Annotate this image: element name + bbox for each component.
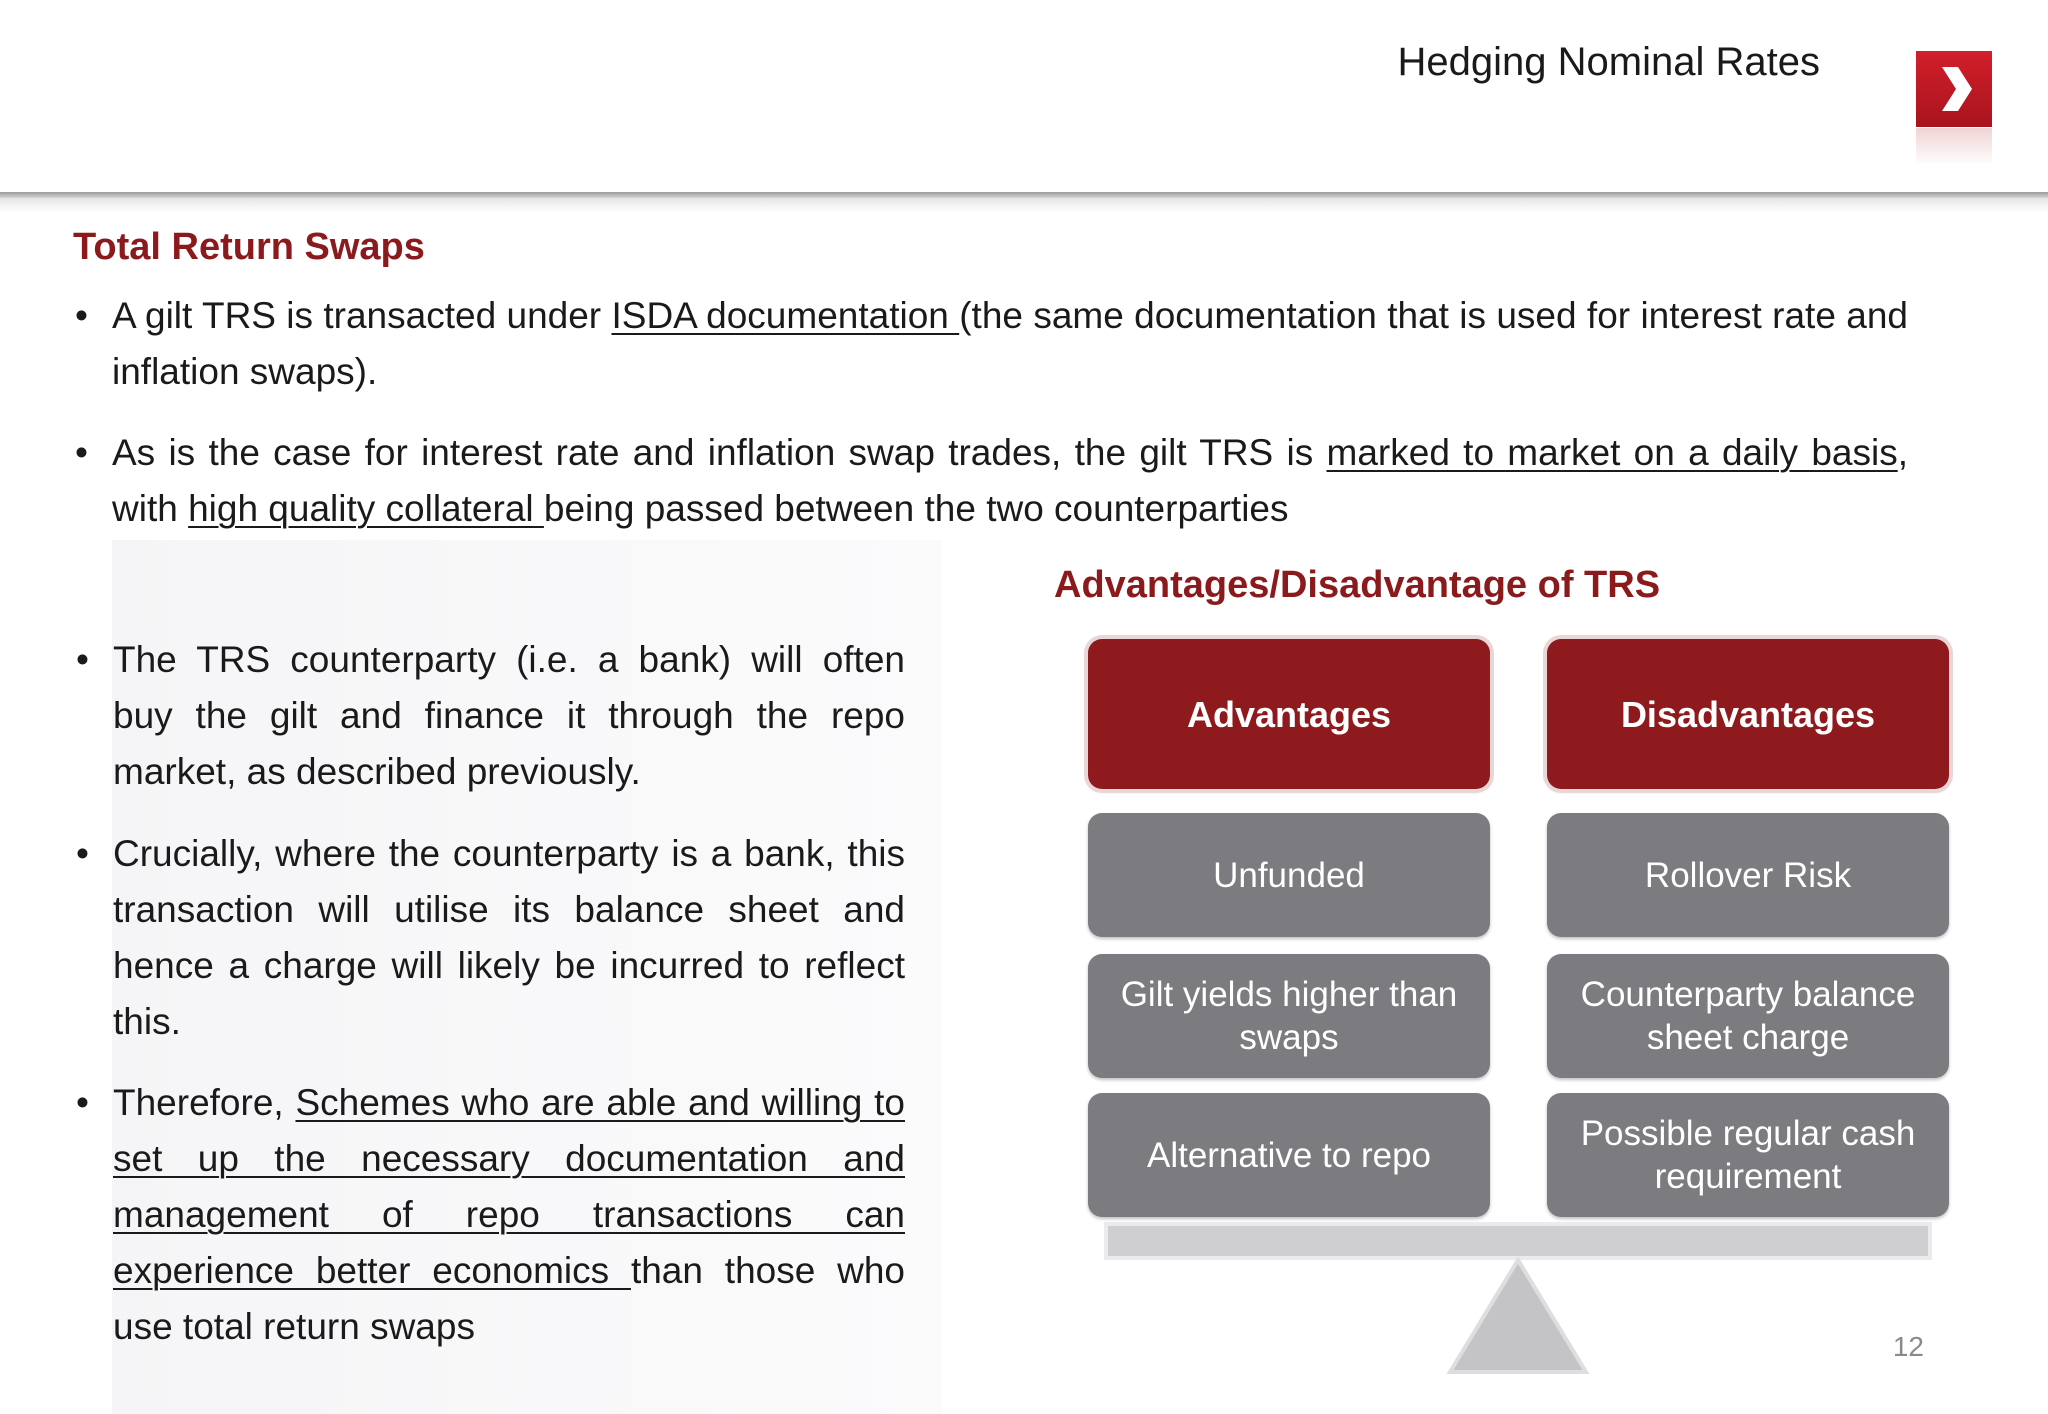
balance-scale-icon xyxy=(1100,1214,1960,1384)
disadvantage-item: Possible regular cash requirement xyxy=(1547,1093,1949,1217)
underlined-text: Schemes who are able and willing to set up the necessary documentation and management of repo transactions can experience better economics xyxy=(113,1082,905,1291)
bullet-text: being passed between the two counterparties xyxy=(543,488,1289,529)
advantages-header: Advantages xyxy=(1088,639,1490,789)
page-title: Hedging Nominal Rates xyxy=(1397,40,1820,84)
bullet-dot: • xyxy=(76,1082,89,1123)
underlined-text: ISDA documentation xyxy=(611,295,960,336)
bullet-conclusion xyxy=(76,1075,906,1355)
bullet-text: (the same documentation that is used for interest rate and inflation swaps). xyxy=(112,295,1908,392)
bullet-text: Therefore, xyxy=(113,1082,296,1123)
bullet-mark-to-market xyxy=(75,425,1908,537)
bullet-text: Crucially, where the counterparty is a bank, this transaction will utilise its balance sheet and hence a charge will likely be incurred to reflect this. xyxy=(113,833,905,1042)
bullet-text: As is the case for interest rate and inflation swap trades, the gilt TRS is xyxy=(112,432,1327,473)
advantage-item: Alternative to repo xyxy=(1088,1093,1490,1217)
bullet-text: than those who use total return swaps xyxy=(113,1250,906,1347)
bullet-dot: • xyxy=(75,432,88,473)
bullet-text: The TRS counterparty (i.e. a bank) will often buy the gilt and finance it through the repo market, as described previously. xyxy=(113,639,905,792)
bullet-text: , with xyxy=(112,432,1908,529)
bullet-balance-sheet xyxy=(76,826,905,1050)
bullet-isda xyxy=(75,288,1908,400)
disadvantage-item: Counterparty balance sheet charge xyxy=(1547,954,1949,1078)
section-title: Total Return Swaps xyxy=(73,226,425,268)
chevron-right-icon xyxy=(1916,51,1992,127)
disadvantages-header: Disadvantages xyxy=(1547,639,1949,789)
advantage-item: Unfunded xyxy=(1088,813,1490,937)
advantage-item: Gilt yields higher than swaps xyxy=(1088,954,1490,1078)
underlined-text: marked to market on a daily basis xyxy=(1326,432,1898,473)
page-number: 12 xyxy=(1892,1331,1924,1362)
comparison-title: Advantages/Disadvantage of TRS xyxy=(1054,564,1661,606)
disadvantage-item: Rollover Risk xyxy=(1547,813,1949,937)
bullet-counterparty xyxy=(76,632,905,800)
bullet-dot: • xyxy=(75,295,88,336)
bullet-text: A gilt TRS is transacted under xyxy=(112,295,612,336)
bullet-dot: • xyxy=(76,639,89,680)
underlined-text: high quality collateral xyxy=(188,488,544,529)
logo-reflection xyxy=(1916,128,1992,166)
header-divider-shadow xyxy=(0,198,2048,212)
bullet-dot: • xyxy=(76,833,89,874)
